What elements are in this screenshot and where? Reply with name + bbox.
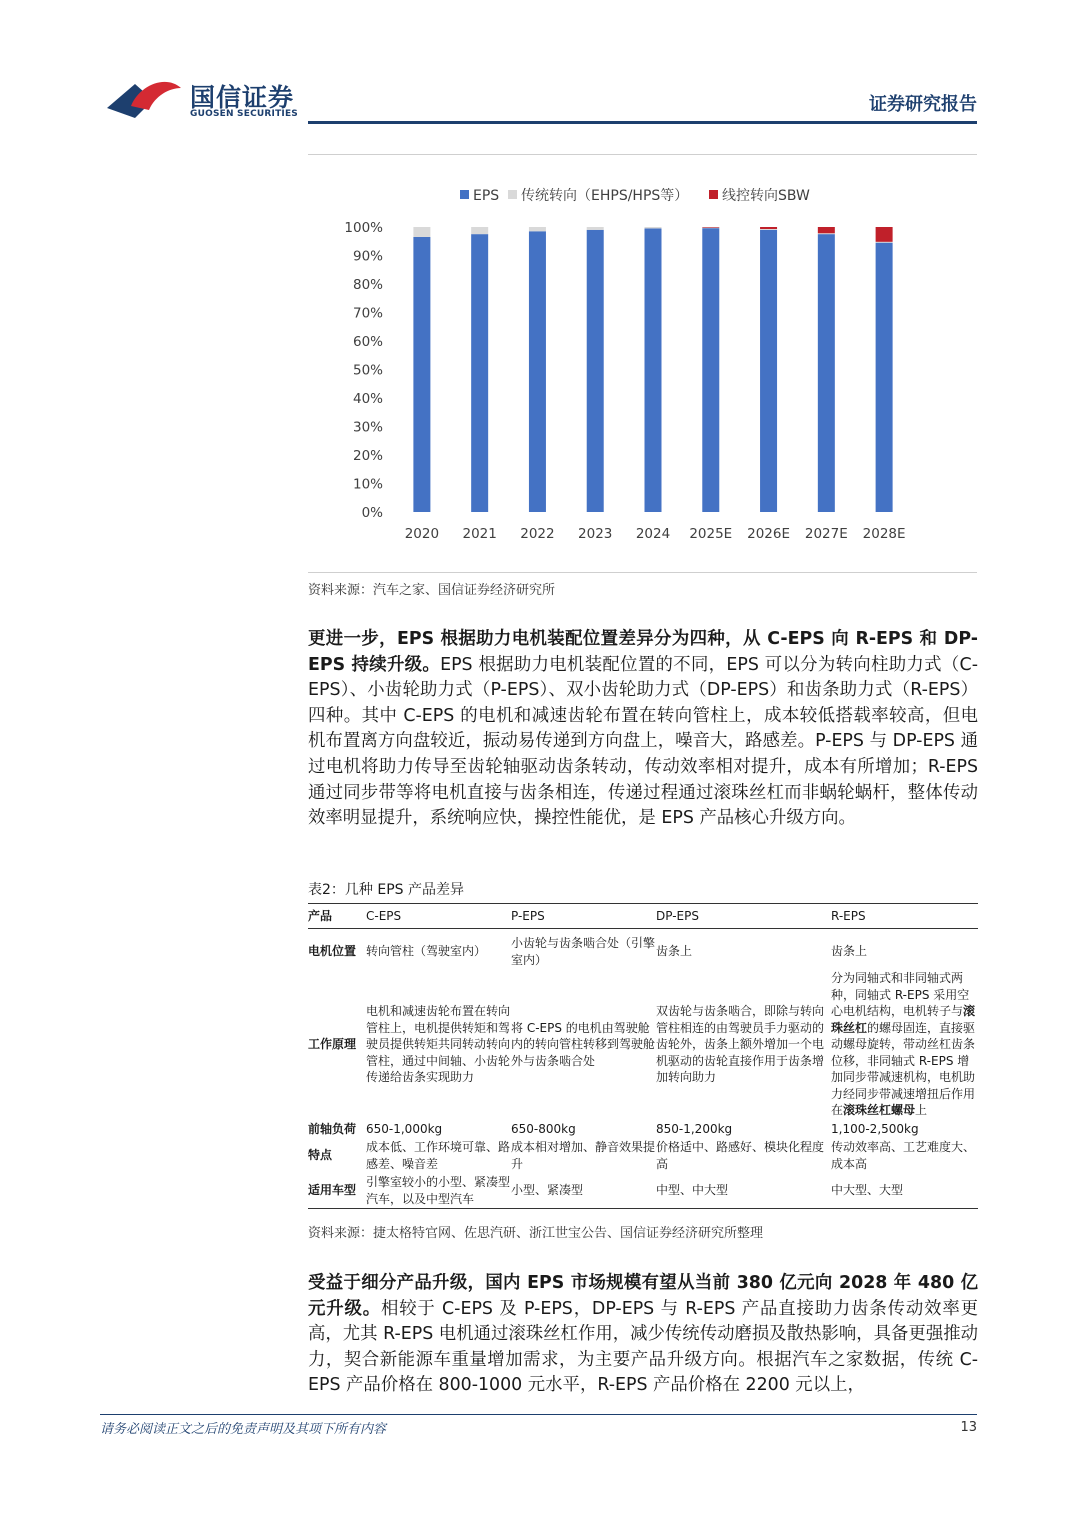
bar-segment [587, 227, 604, 230]
row-label: 电机位置 [308, 944, 357, 959]
y-tick-label: 30% [352, 419, 383, 436]
row-label: 适用车型 [308, 1173, 366, 1209]
table-title: 表2：几种 EPS 产品差异 [308, 882, 464, 898]
chart-top-rule [308, 154, 977, 155]
eps-product-table [308, 903, 978, 1209]
bar-segment [471, 227, 488, 234]
x-tick-label: 2020 [404, 526, 440, 542]
x-tick-label: 2023 [578, 526, 613, 542]
legend-swatch [508, 190, 517, 199]
x-tick-label: 2028E [862, 526, 906, 542]
eps-share-chart [308, 175, 977, 550]
cell-emphasis: 滚珠丝杠 [831, 1004, 976, 1035]
bar-segment [587, 230, 604, 512]
table-cell: 成本低、工作环境可靠、路感差、噪音差 [366, 1140, 511, 1171]
bar-segment [760, 230, 777, 512]
bar-segment [818, 227, 835, 233]
y-tick-label: 40% [352, 391, 383, 407]
x-tick-label: 2021 [462, 526, 497, 542]
cell-emphasis: 滚珠丝杠螺母 [843, 1103, 916, 1117]
y-tick-label: 100% [344, 220, 383, 236]
y-tick-label: 60% [352, 334, 383, 350]
bar-segment [760, 227, 777, 229]
y-tick-label: 80% [352, 277, 383, 293]
bar-segment [702, 227, 719, 228]
table-cell: 650-1,000kg [366, 1121, 443, 1136]
bar-segment [876, 243, 893, 512]
x-tick-label: 2026E [747, 526, 791, 542]
table-cell: 中型、中大型 [656, 1173, 831, 1209]
table-header-cell: C-EPS [366, 904, 511, 929]
table-row [308, 1120, 978, 1139]
table-cell: 引擎室较小的小型、紧凑型汽车，以及中型汽车 [366, 1173, 511, 1209]
table-cell: 电机和减速齿轮布置在转向管柱上，电机提供转矩和驾驶员提供转矩共同转动转向管柱，通过中间轴、小齿轮传递给齿条实现助力 [366, 1004, 511, 1084]
legend-swatch [460, 190, 469, 199]
y-tick-label: 90% [352, 248, 383, 265]
table-source: 资料来源：捷太格特官网、佐思汽研、浙江世宝公告、国信证券经济研究所整理 [308, 1226, 764, 1241]
table-row [308, 929, 978, 970]
table-cell: 双齿轮与齿条啮合，即除与转向管柱相连的由驾驶员手力驱动的齿轮外，齿条上额外增加一个电机驱动的齿轮直接作用于齿条增加转向助力 [656, 1004, 825, 1084]
table-cell: 小型、紧凑型 [511, 1173, 656, 1209]
cell-text: 的螺母固连，直接驱动螺母旋转，带动丝杠齿条位移，非同轴式 R-EPS 增加同步带减速机构，电机助力经同步带减速增扭后作用在 [831, 1020, 976, 1117]
paragraph-lead: 受益于细分产品升级，国内 EPS 市场规模有望从当前 380 亿元向 2028 年 480 亿元升级。 [308, 1273, 978, 1319]
cell-text: 分为同轴式和非同轴式两种，同轴式 R-EPS 采用空心电机结构，电机转子与 [831, 971, 970, 1018]
row-label: 特点 [308, 1148, 333, 1163]
legend-swatch [709, 190, 718, 199]
bar-segment [818, 233, 835, 234]
logo-chinese-name: 国信证券 [190, 83, 295, 112]
x-tick-label: 2024 [635, 526, 671, 542]
legend-label: EPS [473, 188, 500, 204]
bar-segment [818, 234, 835, 512]
table-cell: 传动效率高、工艺难度大、成本高 [831, 1140, 976, 1171]
logo-english-name: GUOSEN SECURITIES [190, 109, 298, 119]
y-tick-label: 10% [352, 476, 383, 493]
table-cell: 小齿轮与齿条啮合处（引擎室内） [511, 936, 656, 967]
x-tick-label: 2025E [689, 526, 733, 542]
table-cell: 齿条上 [831, 944, 868, 959]
guosen-logo-icon [105, 78, 183, 122]
bar-segment [702, 228, 719, 512]
bar-segment [876, 242, 893, 243]
chart-source: 资料来源：汽车之家、国信证券经济研究所 [308, 583, 556, 598]
bar-segment [471, 234, 488, 512]
table-cell: 成本相对增加、静音效果提升 [511, 1140, 656, 1171]
x-tick-label: 2027E [804, 526, 848, 542]
y-tick-label: 0% [361, 505, 383, 521]
table-header-cell: 产品 [308, 904, 366, 929]
table-cell: 齿条上 [656, 944, 693, 959]
bar-segment [529, 231, 546, 512]
table-cell: 650-800kg [511, 1121, 576, 1136]
table-row [308, 1173, 978, 1209]
y-tick-label: 20% [352, 448, 383, 464]
table-cell: 850-1,200kg [656, 1121, 733, 1136]
footer-disclaimer: 请务必阅读正文之后的免责声明及其项下所有内容 [100, 1422, 387, 1437]
table-header-cell: DP-EPS [656, 904, 831, 929]
y-tick-label: 50% [352, 362, 383, 379]
paragraph-market-size [308, 1271, 978, 1399]
cell-text: 上 [915, 1103, 928, 1117]
table-row [308, 1138, 978, 1173]
table-header-cell: P-EPS [511, 904, 656, 929]
table-header-cell: R-EPS [831, 904, 978, 929]
report-type-title: 证券研究报告 [869, 94, 977, 115]
bar-segment [645, 227, 662, 228]
table-cell: 1,100-2,500kg [831, 1121, 919, 1136]
header-rule [308, 121, 977, 124]
row-label: 前轴负荷 [308, 1121, 357, 1136]
paragraph-eps-types [308, 627, 978, 832]
table-cell [831, 969, 978, 1120]
footer-rule [100, 1414, 977, 1415]
bar-segment [413, 227, 430, 237]
bar-segment [702, 228, 719, 229]
table-cell: 将 C-EPS 的电机由驾驶舱内的转向管柱转移到驾驶舱外与齿条啮合处 [511, 1020, 656, 1068]
table-cell: 中大型、大型 [831, 1173, 978, 1209]
table-header-row [308, 904, 978, 929]
legend-label: 传统转向（EHPS/HPS等） [521, 188, 689, 204]
bar-segment [760, 229, 777, 230]
bar-segment [645, 228, 662, 512]
table-cell: 转向管柱（驾驶室内） [366, 944, 487, 959]
table-cell: 价格适中、路感好、模块化程度高 [656, 1140, 825, 1171]
paragraph-body: EPS 根据助力电机装配位置的不同，EPS 可以分为转向柱助力式（C-EPS）、小齿轮助力式（P-EPS）、双小齿轮助力式（DP-EPS）和齿条助力式（R-EPS）四种。其中 C-EPS 的电机和减速齿轮布置在转向管柱上，成本较低搭载率较高，但电机布置离方向盘较近，振动易传递到方向盘上，噪音大，路感差。P-EPS 与 DP-EPS 通过电机将助力传导至齿轮轴驱动齿条转动，传动效率相对提升，成本有所增加；R-EPS 通过同步带等将电机直接与齿条相连，传递过程通过滚珠丝杠而非蜗轮蜗杆，整体传动效率明显提升，系统响应快，操控性能优，是 EPS 产品核心升级方向。 [308, 654, 978, 829]
table-row [308, 969, 978, 1120]
row-label: 工作原理 [308, 1037, 357, 1051]
paragraph-lead: 更进一步，EPS 根据助力电机装配位置差异分为四种，从 C-EPS 向 R-EPS 和 DP-EPS 持续升级。 [308, 629, 978, 675]
x-tick-label: 2022 [520, 526, 555, 542]
paragraph-body: 相较于 C-EPS 及 P-EPS，DP-EPS 与 R-EPS 产品直接助力齿条传动效率更高，尤其 R-EPS 电机通过滚珠丝杠作用，减少传统传动磨损及散热影响，具备更强推动力，契合新能源车重量增加需求，为主要产品升级方向。根据汽车之家数据，传统 C-EPS 产品价格在 800-1000 元水平，R-EPS 产品价格在 2200 元以上， [308, 1298, 978, 1396]
page-number: 13 [960, 1420, 977, 1435]
y-tick-label: 70% [352, 305, 383, 322]
chart-bottom-rule [308, 572, 977, 573]
bar-segment [876, 227, 893, 242]
bar-segment [413, 237, 430, 512]
legend-label: 线控转向SBW [722, 188, 810, 204]
bar-segment [529, 227, 546, 231]
